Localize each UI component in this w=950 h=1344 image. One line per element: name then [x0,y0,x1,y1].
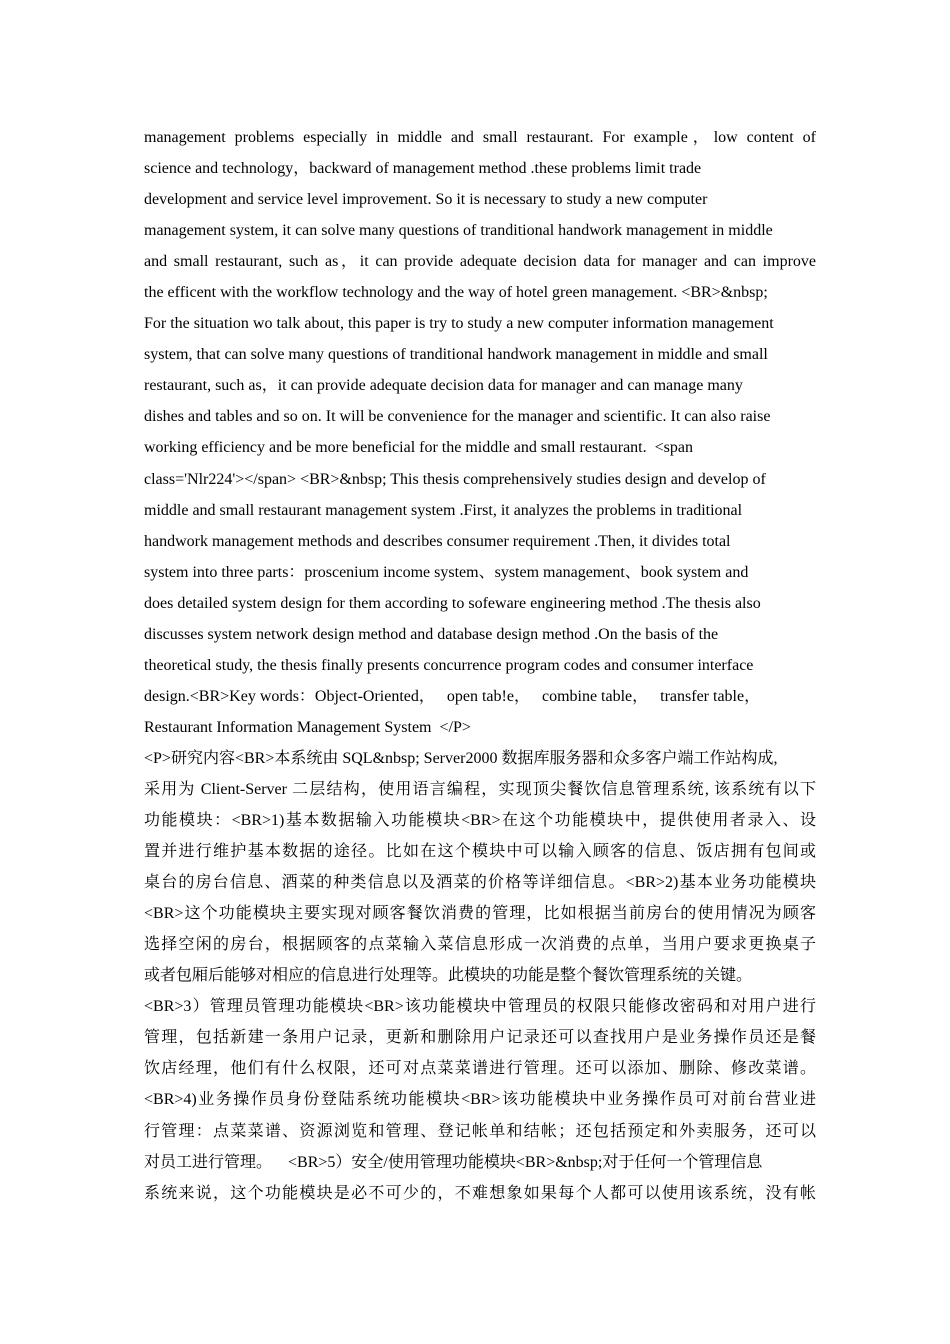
text-line: theoretical study, the thesis finally presents concurrence program codes and consumer interface [144,656,754,674]
text-line: 功能模块：<BR>1)基本数据输入功能模块<BR>在这个功能模块中，提供使用者录入、设 [144,812,816,830]
text-line: class='Nlr224'></span> <BR>&nbsp; This thesis comprehensively studies design and develop of [144,470,766,488]
text-line: management problems especially in middle and small restaurant. For example，low content of [144,129,816,146]
text-line: 管理，包括新建一条用户记录，更新和删除用户记录还可以查找用户是业务操作员还是餐 [144,1029,816,1047]
text-line: 选择空闲的房台，根据顾客的点菜输入菜信息形成一次消费的点单，当用户要求更换桌子 [144,936,816,954]
text-line: <BR>3）管理员管理功能模块<BR>该功能模块中管理员的权限只能修改密码和对用户进行 [144,998,816,1016]
text-line: Restaurant Information Management System </P> [144,718,471,736]
text-line: development and service level improvement. So it is necessary to study a new computer [144,191,708,209]
text-line: design.<BR>Key words：Object-Oriented， open tab!e， combine table， transfer table， [144,687,761,705]
text-line: 采用为 Client-Server 二层结构，使用语言编程，实现顶尖餐饮信息管理系统, 该系统有以下 [144,780,816,798]
text-line: <BR>这个功能模块主要实现对顾客餐饮消费的管理，比如根据当前房台的使用情况为顾客 [144,905,816,923]
text-line: and small restaurant, such as，it can provide adequate decision data for manager and can improve [144,253,816,271]
text-line: does detailed system design for them according to sofeware engineering method .The thesis also [144,594,761,612]
text-line: 饮店经理，他们有什么权限，还可对点菜菜谱进行管理。还可以添加、删除、修改菜谱。 [144,1060,816,1078]
text-line: <P>研究内容<BR>本系统由 SQL&nbsp; Server2000 数据库服务器和众多客户端工作站构成, [144,749,778,767]
text-line: 系统来说，这个功能模块是必不可少的，不难想象如果每个人都可以使用该系统，没有帐 [144,1184,816,1202]
text-line: middle and small restaurant management system .First, it analyzes the problems in traditional [144,501,743,519]
text-line: the efficent with the workflow technology and the way of hotel green management. <BR>&nbsp; [144,284,768,302]
text-line: 对员工进行管理。 <BR>5）安全/使用管理功能模块<BR>&nbsp;对于任何一个管理信息 [144,1153,763,1171]
text-line: handwork management methods and describes consumer requirement .Then, it divides total [144,532,731,550]
text-line: management system, it can solve many questions of tranditional handwork management in middle [144,222,773,240]
text-line: dishes and tables and so on. It will be convenience for the manager and scientific. It can also raise [144,408,771,426]
text-line: discusses system network design method and database design method .On the basis of the [144,625,719,643]
text-line: science and technology，backward of management method .these problems limit trade [144,160,702,178]
text-line: 置并进行维护基本数据的途径。比如在这个模块中可以输入顾客的信息、饭店拥有包间或 [144,843,816,861]
text-line: <BR>4)业务操作员身份登陆系统功能模块<BR>该功能模块中业务操作员可对前台营业进 [144,1091,816,1109]
text-line: 桌台的房台信息、酒菜的种类信息以及酒菜的价格等详细信息。<BR>2)基本业务功能模块 [144,874,816,892]
text-line: 或者包厢后能够对相应的信息进行处理等。此模块的功能是整个餐饮管理系统的关键。 [144,967,753,985]
text-line: system, that can solve many questions of tranditional handwork management in middle and small [144,346,768,364]
text-line: working efficiency and be more beneficial for the middle and small restaurant. <span [144,439,693,457]
body-text [144,122,816,1209]
text-line: 行管理：点菜菜谱、资源浏览和管理、登记帐单和结帐；还包括预定和外卖服务，还可以 [144,1122,816,1140]
text-line: restaurant, such as，it can provide adequate decision data for manager and can manage many [144,377,743,395]
text-line: system into three parts：proscenium income system、system management、book system and [144,563,749,581]
text-line: For the situation wo talk about, this paper is try to study a new computer information management [144,315,774,333]
